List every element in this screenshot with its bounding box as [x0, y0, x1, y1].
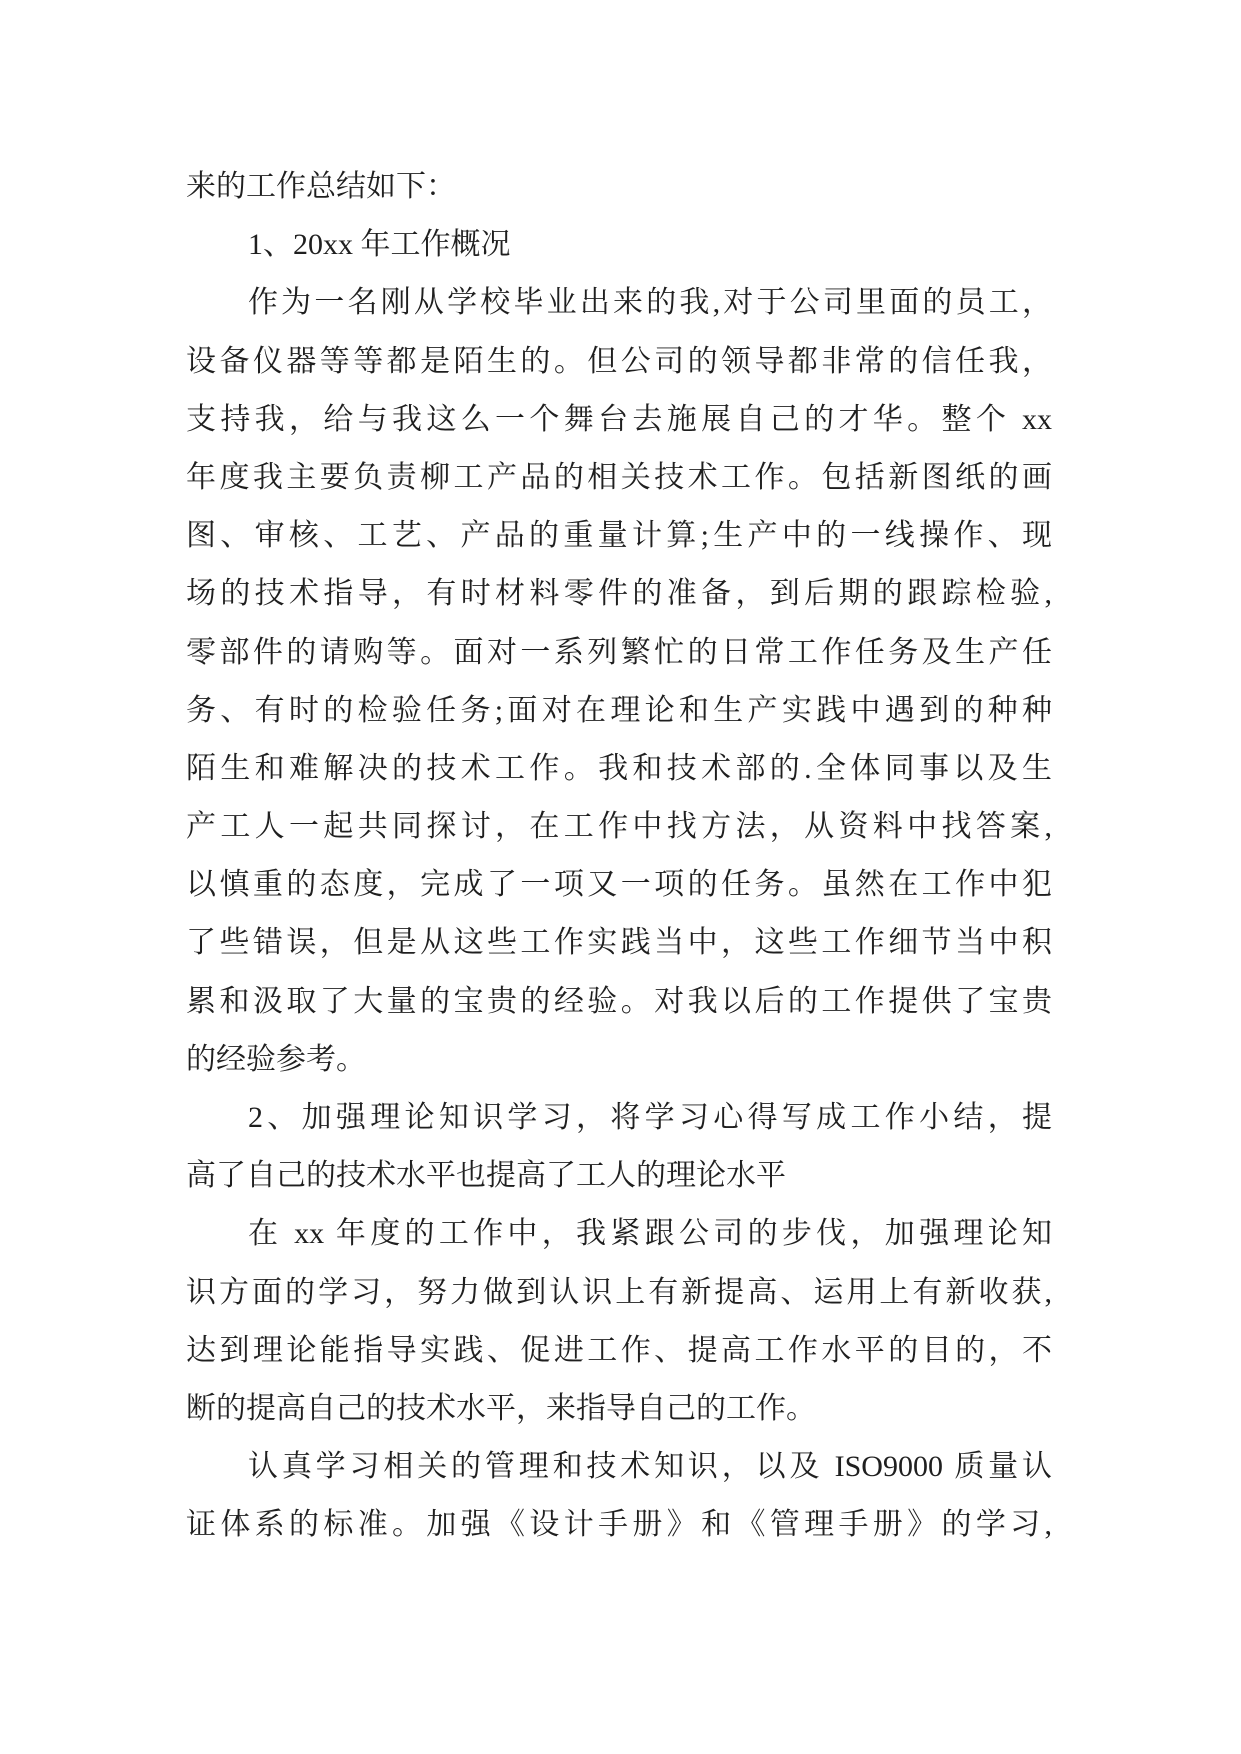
text-line: 场的技术指导，有时材料零件的准备，到后期的跟踪检验,: [186, 577, 1052, 611]
text-line: 1、20xx 年工作概况: [248, 228, 511, 262]
text-line: 断的提高自己的技术水平，来指导自己的工作。: [186, 1391, 816, 1425]
text-line: 证体系的标准。加强《设计手册》和《管理手册》的学习,: [186, 1508, 1052, 1542]
text-line: 产工人一起共同探讨，在工作中找方法，从资料中找答案,: [186, 810, 1052, 844]
text-line: 支持我，给与我这么一个舞台去施展自己的才华。整个 xx: [186, 402, 1052, 436]
text-line: 零部件的请购等。面对一系列繁忙的日常工作任务及生产任: [186, 635, 1052, 669]
text-line: 累和汲取了大量的宝贵的经验。对我以后的工作提供了宝贵: [186, 984, 1052, 1018]
text-line: 高了自己的技术水平也提高了工人的理论水平: [186, 1159, 786, 1193]
text-line: 2、加强理论知识学习，将学习心得写成工作小结，提: [248, 1101, 1052, 1134]
text-line: 设备仪器等等都是陌生的。但公司的领导都非常的信任我，: [186, 344, 1052, 378]
text-line: 的经验参考。: [186, 1042, 366, 1076]
text-line: 图、审核、工艺、产品的重量计算;生产中的一线操作、现: [186, 519, 1052, 553]
text-line: 认真学习相关的管理和技术知识，以及 ISO9000 质量认: [248, 1450, 1052, 1484]
text-line: 达到理论能指导实践、促进工作、提高工作水平的目的，不: [186, 1333, 1052, 1367]
text-line: 了些错误，但是从这些工作实践当中，这些工作细节当中积: [186, 926, 1052, 960]
text-line: 作为一名刚从学校毕业出来的我,对于公司里面的员工，: [248, 286, 1052, 320]
text-line: 务、有时的检验任务;面对在理论和生产实践中遇到的种种: [186, 693, 1052, 727]
text-line: 陌生和难解决的技术工作。我和技术部的.全体同事以及生: [186, 751, 1052, 785]
text-line: 年度我主要负责柳工产品的相关技术工作。包括新图纸的画: [186, 460, 1052, 494]
text-line: 识方面的学习，努力做到认识上有新提高、运用上有新收获,: [186, 1275, 1052, 1309]
text-line: 在 xx 年度的工作中，我紧跟公司的步伐，加强理论知: [248, 1217, 1052, 1251]
text-line: 来的工作总结如下：: [186, 170, 456, 203]
document-text: [186, 158, 1052, 1555]
text-line: 以慎重的态度，完成了一项又一项的任务。虽然在工作中犯: [186, 868, 1052, 902]
